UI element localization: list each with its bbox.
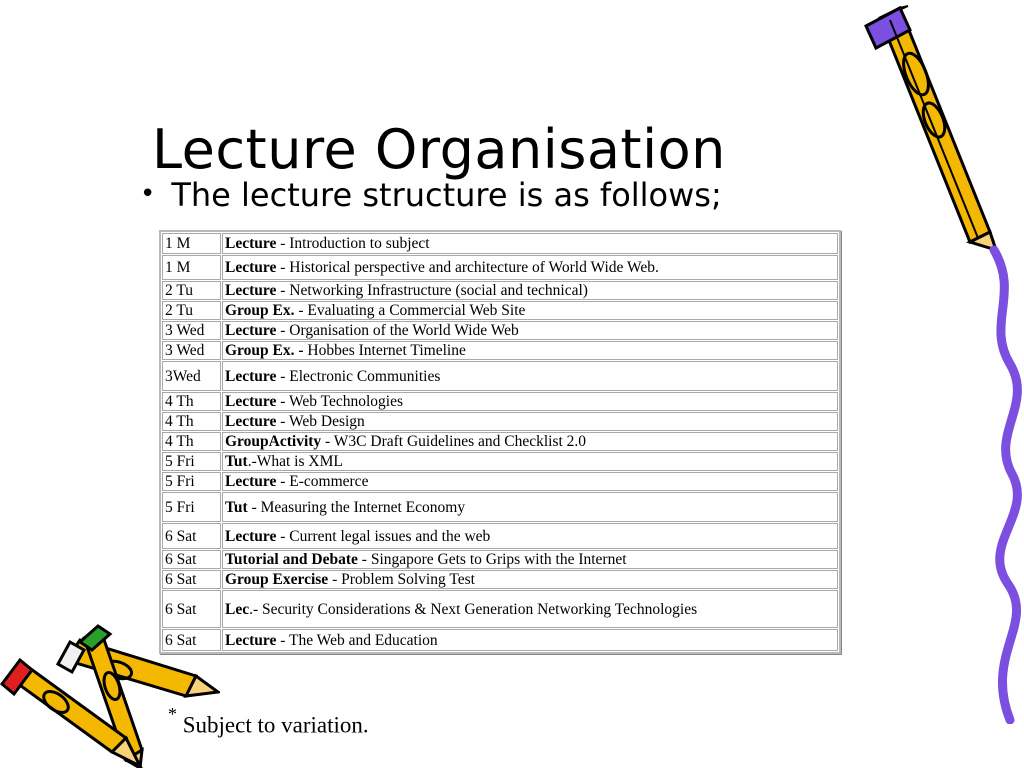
bullet-marker: • <box>140 179 156 209</box>
session-type: Tut <box>225 498 248 516</box>
schedule-table <box>159 230 841 654</box>
session-cell <box>222 472 838 491</box>
session-topic: .-What is XML <box>247 453 343 470</box>
schedule-table-body <box>162 233 838 651</box>
session-type: Tutorial and Debate <box>225 551 358 568</box>
session-type: Lecture <box>225 235 277 252</box>
session-type: Lecture <box>225 259 277 276</box>
day-cell: 1 M <box>162 233 221 254</box>
session-topic: - Current legal issues and the web <box>276 527 491 545</box>
table-row <box>162 550 838 569</box>
session-topic: - Networking Infrastructure (social and technical) <box>276 282 588 299</box>
session-cell <box>222 361 838 391</box>
table-row <box>162 629 838 651</box>
day-cell: 3 Wed <box>162 321 221 340</box>
session-cell <box>222 452 838 471</box>
session-topic: - Singapore Gets to Grips with the Internet <box>357 551 627 568</box>
slide-title: Lecture Organisation <box>152 118 726 181</box>
squiggle-line <box>994 250 1017 720</box>
table-row <box>162 321 838 340</box>
day-cell: 2 Tu <box>162 301 221 320</box>
session-type: Lecture <box>225 631 277 649</box>
bullet-text: The lecture structure is as follows; <box>171 176 722 214</box>
session-topic: Hobbes Internet Timeline <box>303 342 466 359</box>
session-type: Lecture <box>225 282 277 299</box>
session-topic: - Measuring the Internet Economy <box>247 498 466 516</box>
footnote-marker: * <box>168 704 177 724</box>
table-row <box>162 452 838 471</box>
day-cell: 3 Wed <box>162 341 221 360</box>
table-row <box>162 341 838 360</box>
footnote-text: Subject to variation. <box>177 712 369 738</box>
session-cell <box>222 321 838 340</box>
session-cell <box>222 281 838 300</box>
table-row <box>162 412 838 431</box>
pencil-icon-top <box>58 640 218 696</box>
table-row <box>162 472 838 491</box>
session-topic: .- Security Considerations & Next Generation Networking Technologies <box>249 600 698 618</box>
session-topic: - Problem Solving Test <box>328 571 475 588</box>
pencil-icon <box>0 620 220 768</box>
session-topic: - The Web and Education <box>276 631 438 649</box>
table-row <box>162 432 838 451</box>
day-cell: 3Wed <box>162 361 221 391</box>
table-row <box>162 281 838 300</box>
session-cell <box>222 523 838 549</box>
table-row <box>162 233 838 254</box>
session-type: Lecture <box>225 413 277 430</box>
day-cell: 2 Tu <box>162 281 221 300</box>
session-topic: - E-commerce <box>276 473 369 490</box>
day-cell: 5 Fri <box>162 472 221 491</box>
session-topic: - Web Technologies <box>276 393 404 410</box>
table-row <box>162 590 838 628</box>
day-cell: 6 Sat <box>162 629 221 651</box>
session-cell <box>222 492 838 522</box>
session-type: Lec <box>225 600 250 618</box>
table-row <box>162 570 838 589</box>
table-row <box>162 523 838 549</box>
session-type: Tut <box>225 453 248 470</box>
session-type: Lecture <box>225 473 277 490</box>
session-cell <box>222 301 838 320</box>
session-cell <box>222 341 838 360</box>
session-topic: - Historical perspective and architecture of World Wide Web. <box>276 259 659 276</box>
table-row <box>162 361 838 391</box>
day-cell: 5 Fri <box>162 492 221 522</box>
day-cell: 5 Fri <box>162 452 221 471</box>
session-cell <box>222 550 838 569</box>
day-cell: 4 Th <box>162 432 221 451</box>
session-cell <box>222 590 838 628</box>
session-topic: - Evaluating a Commercial Web Site <box>294 302 526 319</box>
day-cell: 6 Sat <box>162 590 221 628</box>
day-cell: 6 Sat <box>162 523 221 549</box>
day-cell: 1 M <box>162 255 221 280</box>
day-cell: 4 Th <box>162 392 221 411</box>
session-topic: - W3C Draft Guidelines and Checklist 2.0 <box>321 433 587 450</box>
session-type: Lecture <box>225 393 277 410</box>
table-row <box>162 392 838 411</box>
bullet-point <box>140 176 722 214</box>
session-topic: - Introduction to subject <box>276 235 430 252</box>
session-type: Group Exercise <box>225 571 329 588</box>
session-type: Group Ex. <box>225 302 295 319</box>
session-cell <box>222 392 838 411</box>
session-topic: - Organisation of the World Wide Web <box>276 322 519 339</box>
session-cell <box>222 570 838 589</box>
table-row <box>162 301 838 320</box>
session-cell <box>222 412 838 431</box>
day-cell: 4 Th <box>162 412 221 431</box>
session-cell <box>222 255 838 280</box>
table-row <box>162 255 838 280</box>
day-cell: 6 Sat <box>162 570 221 589</box>
pencil-icon <box>860 4 1024 724</box>
session-type: Group Ex. - <box>225 342 304 359</box>
session-type: Lecture <box>225 527 277 545</box>
session-topic: - Electronic Communities <box>276 367 441 385</box>
table-row <box>162 492 838 522</box>
session-topic: - Web Design <box>276 413 365 430</box>
session-type: GroupActivity <box>225 433 322 450</box>
pencil-icon-right <box>866 6 996 250</box>
session-type: Lecture <box>225 367 277 385</box>
session-type: Lecture <box>225 322 277 339</box>
session-cell <box>222 629 838 651</box>
session-cell <box>222 233 838 254</box>
day-cell: 6 Sat <box>162 550 221 569</box>
session-cell <box>222 432 838 451</box>
